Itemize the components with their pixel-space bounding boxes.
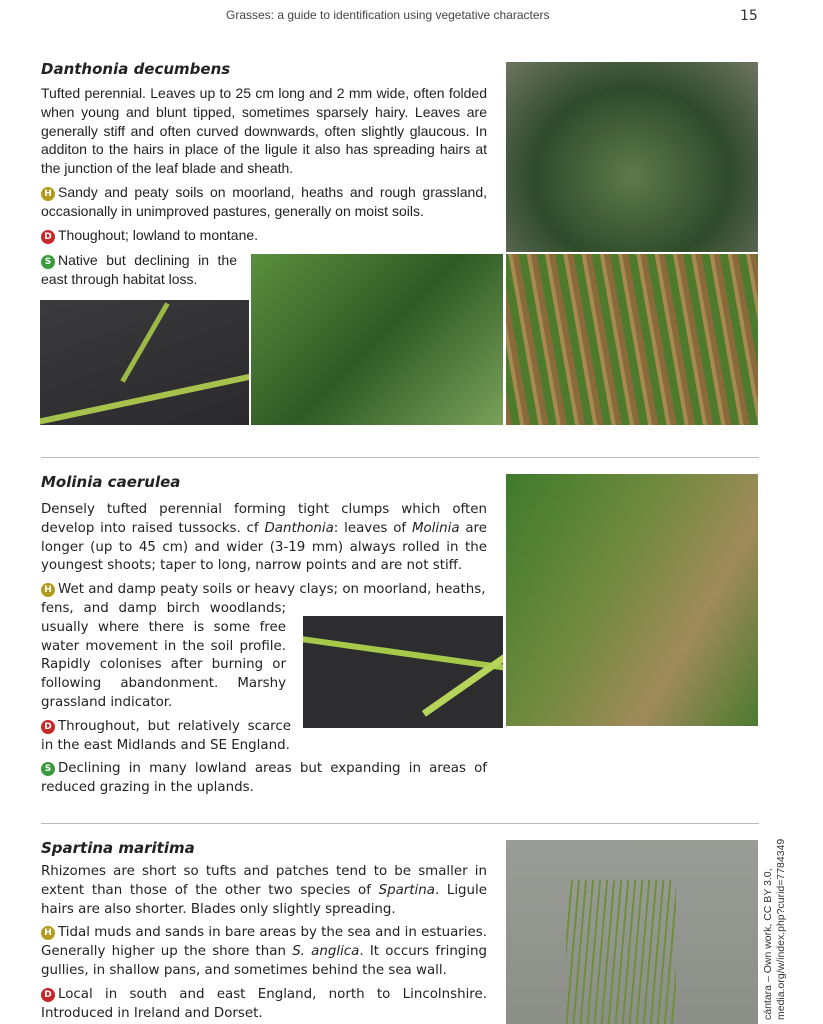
status-badge-icon: S bbox=[41, 255, 55, 269]
description: Tufted perennial. Leaves up to 25 cm long and 2 mm wide, often folded when young and blunt tipped, sometimes sparsely hairy. Leaves are generally stiff and often curved downwards, often slightly glaucous. In additon to the hairs in place of the ligule it also has spreading hairs at the junction of the leaf blade and sheath. bbox=[41, 85, 487, 177]
status: S Declining in many lowland areas but expanding in areas of reduced grazing in the uplands. bbox=[41, 761, 487, 796]
photo-spartina bbox=[506, 840, 758, 1024]
habitat: H Wet and damp peaty soils or heavy clays; on moorland, heaths, bbox=[41, 581, 487, 600]
running-header: Grasses: a guide to identification using vegetative characters bbox=[226, 8, 550, 22]
habitat-cont: fens, and damp birch woodlands; usually where there is some free water movement in the soil profile. Rapidly colonises after burning or following abandonment. Marshy grassland indicator. bbox=[41, 600, 286, 710]
distribution: D Local in south and east England, north to Lincolnshire. Introduced in Ireland and Dorset. bbox=[41, 986, 487, 1021]
distribution: D Throughout, but relatively scarce in the east Midlands and SE England. bbox=[41, 718, 291, 753]
distribution-badge-icon: D bbox=[41, 988, 55, 1002]
status-badge-icon: S bbox=[41, 762, 55, 776]
habitat-badge-icon: H bbox=[41, 583, 55, 597]
description: Rhizomes are short so tufts and patches tend to be smaller in extent than those of the other two species of Spartina. Ligule hairs are also shorter. Blades only slightly spreading. bbox=[41, 864, 488, 917]
habitat: H Sandy and peaty soils on moorland, heaths and rough grassland, occasionally in unimproved pastures, generally on moist soils. bbox=[41, 184, 487, 219]
distribution-badge-icon: D bbox=[41, 230, 55, 244]
species-title: Spartina maritima bbox=[41, 839, 195, 857]
photo-credit: cántara – Own work, CC BY 3.0, media.org/w/index.php?curid=7784349 bbox=[762, 838, 787, 1020]
status: S Native but declining in the east through habitat loss. bbox=[41, 252, 237, 287]
photo-molinia bbox=[506, 474, 758, 726]
photo-leaves bbox=[251, 254, 503, 425]
distribution-badge-icon: D bbox=[41, 720, 55, 734]
description: Densely tufted perennial forming tight clumps which often develop into raised tussocks. cf Danthonia: leaves of Molinia are longer (up to 45 cm) and wider (3-19 mm) always rolled in the youngest shoots; taper to long, narrow points and are not stiff. bbox=[41, 502, 488, 574]
habitat-badge-icon: H bbox=[41, 187, 55, 201]
page-number: 15 bbox=[740, 8, 758, 24]
distribution: D Thoughout; lowland to montane. bbox=[41, 226, 487, 245]
habitat: H Tidal muds and sands in bare areas by the sea and in estuaries. Generally higher up the shore than S. anglica. It occurs fringing gullies, in shallow pans, and sometimes behind the sea wall. bbox=[41, 925, 488, 978]
section-divider bbox=[41, 823, 759, 824]
species-text bbox=[41, 501, 487, 803]
habitat-badge-icon: H bbox=[41, 926, 55, 940]
photo-leaf-junction bbox=[40, 300, 249, 425]
species-title: Danthonia decumbens bbox=[41, 60, 231, 78]
photo-tuft bbox=[506, 62, 758, 252]
photo-ligule bbox=[506, 254, 758, 425]
species-text bbox=[41, 863, 487, 1024]
species-title: Molinia caerulea bbox=[41, 473, 181, 491]
section-divider bbox=[41, 457, 759, 458]
